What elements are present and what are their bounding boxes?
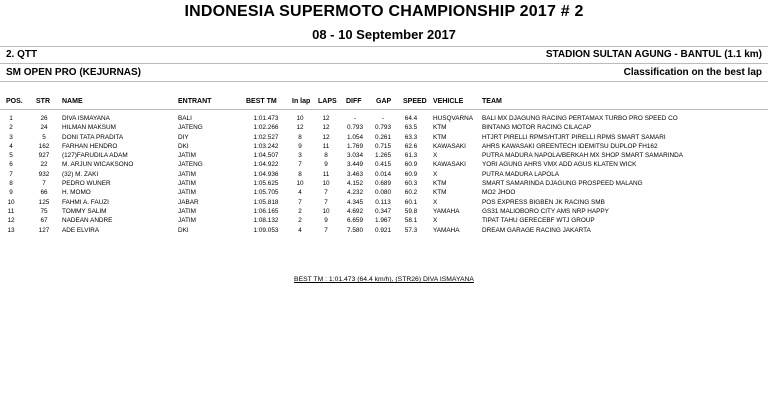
row-entrant: DKI xyxy=(178,226,189,234)
row-gap: 0.347 xyxy=(375,207,391,215)
col-entrant: ENTRANT xyxy=(178,98,212,105)
row-diff: - xyxy=(353,115,357,122)
class-label: SM OPEN PRO (KEJURNAS) xyxy=(6,67,142,78)
row-team: HTJRT PIRELLI RPMS/HTJRT PIRELLI RPMS SMART SAMARI xyxy=(482,133,666,141)
row-best-tm: 1:08.132 xyxy=(253,217,279,225)
row-str: 7 xyxy=(42,180,46,188)
row-pos: 4 xyxy=(9,142,13,150)
row-speed: 59.8 xyxy=(404,207,418,215)
event-dates: 08 - 10 September 2017 xyxy=(312,27,456,42)
row-entrant: JATIM xyxy=(178,217,196,225)
row-str: 125 xyxy=(38,198,50,206)
row-str: 932 xyxy=(38,170,50,178)
row-name: NADEAN ANDRE xyxy=(62,217,113,225)
row-str: 67 xyxy=(40,217,48,225)
row-pos: 2 xyxy=(9,124,13,132)
row-name: (127)FARUDILA ADAM xyxy=(62,152,128,160)
row-vehicle: KAWASAKI xyxy=(433,161,466,169)
row-in-lap: 2 xyxy=(298,217,302,225)
row-entrant: JABAR xyxy=(178,198,199,206)
row-vehicle: HUSQVARNA xyxy=(433,115,474,122)
venue-label: STADION SULTAN AGUNG - BANTUL (1.1 km) xyxy=(545,49,762,60)
row-diff: 6.659 xyxy=(347,217,363,225)
row-str: 162 xyxy=(38,142,50,150)
table-row xyxy=(0,179,768,188)
row-speed: 60.1 xyxy=(404,198,418,206)
row-diff: 4.692 xyxy=(347,207,363,215)
row-team: AHRS KAWASAKI GREENTECH IDEMITSU DUPLOP FH162 xyxy=(482,142,658,150)
row-best-tm: 1:06.165 xyxy=(253,207,279,215)
row-name: TOMMY SALIM xyxy=(62,207,107,215)
row-speed: 64.4 xyxy=(404,115,418,122)
row-diff: 4.345 xyxy=(347,198,363,206)
table-row xyxy=(0,170,768,179)
row-team: SMART SAMARINDA DJAGUNG PROSPEED MALANG xyxy=(482,180,643,188)
row-diff: 3.449 xyxy=(347,161,363,169)
row-best-tm: 1:02.527 xyxy=(253,133,279,141)
col-team: TEAM xyxy=(482,98,502,105)
row-pos: 12 xyxy=(7,217,15,225)
row-vehicle: KTM xyxy=(433,133,447,141)
row-team: PUTRA MADURA LAPOLA xyxy=(482,170,560,178)
row-diff: 4.232 xyxy=(347,189,363,197)
row-str: 22 xyxy=(40,161,48,169)
row-speed: 60.9 xyxy=(404,170,418,178)
row-entrant: BALI xyxy=(178,115,192,122)
row-laps: 10 xyxy=(322,180,330,188)
row-entrant: JATENG xyxy=(178,124,203,132)
session-label: 2. QTT xyxy=(6,49,38,60)
results-table xyxy=(0,114,768,235)
row-gap: 0.921 xyxy=(375,226,391,234)
row-in-lap: 8 xyxy=(298,170,302,178)
row-best-tm: 1:05.705 xyxy=(253,189,279,197)
col-vehicle: VEHICLE xyxy=(433,98,464,105)
row-laps: 12 xyxy=(322,133,330,141)
best-lap-summary: BEST TM : 1:01.473 (64.4 km/h), (STR26) DIVA ISMAYANA xyxy=(294,276,474,283)
row-laps: 12 xyxy=(322,115,330,122)
row-pos: 7 xyxy=(9,170,13,178)
row-gap: 0.793 xyxy=(375,124,391,132)
row-name: PEDRO WUNER xyxy=(62,180,111,188)
row-pos: 11 xyxy=(7,207,15,215)
row-in-lap: 3 xyxy=(298,152,302,160)
row-vehicle: X xyxy=(433,152,438,160)
row-vehicle: X xyxy=(433,217,438,225)
row-diff: 3.463 xyxy=(347,170,363,178)
row-name: FARHAN HENDRO xyxy=(62,142,118,150)
row-best-tm: 1:05.818 xyxy=(253,198,279,206)
row-speed: 63.5 xyxy=(404,124,418,132)
table-row xyxy=(0,198,768,207)
row-gap: 0.715 xyxy=(375,142,391,150)
row-team: BALI MX DJAGUNG RACING PERTAMAX TURBO PRO SPEED CO xyxy=(482,115,678,122)
row-in-lap: 7 xyxy=(298,198,302,206)
row-laps: 9 xyxy=(324,217,328,225)
row-vehicle: KTM xyxy=(433,189,447,197)
row-gap: 1.967 xyxy=(375,217,391,225)
row-vehicle: YAMAHA xyxy=(433,226,460,234)
row-vehicle: KAWASAKI xyxy=(433,142,466,150)
row-laps: 11 xyxy=(322,170,330,178)
row-vehicle: KTM xyxy=(433,180,447,188)
col-pos: POS. xyxy=(6,98,23,105)
row-gap: 0.689 xyxy=(375,180,391,188)
divider xyxy=(0,63,768,64)
row-gap: 0.261 xyxy=(375,133,391,141)
row-speed: 60.9 xyxy=(404,161,418,169)
row-in-lap: 8 xyxy=(298,133,302,141)
row-vehicle: KTM xyxy=(433,124,447,132)
row-laps: 7 xyxy=(324,189,328,197)
row-speed: 58.1 xyxy=(404,217,418,225)
row-diff: 0.793 xyxy=(347,124,363,132)
row-in-lap: 9 xyxy=(298,142,302,150)
row-team: YORI AGUNG AHRS VMX ADD AGUS KLATEN WICK xyxy=(482,161,637,169)
row-in-lap: 12 xyxy=(296,124,304,132)
row-diff: 7.580 xyxy=(347,226,363,234)
row-team: DREAM GARAGE RACING JAKARTA xyxy=(482,226,591,234)
row-in-lap: 4 xyxy=(298,226,302,234)
table-row xyxy=(0,160,768,169)
col-diff: DIFF xyxy=(346,98,362,105)
row-best-tm: 1:01.473 xyxy=(253,115,279,122)
col-best-tm: BEST TM xyxy=(246,98,277,105)
row-entrant: JATIM xyxy=(178,189,196,197)
row-team: POS EXPRESS BIGBEN JK RACING SMB xyxy=(482,198,605,206)
row-pos: 1 xyxy=(9,115,13,122)
row-str: 927 xyxy=(38,152,50,160)
row-vehicle: X xyxy=(433,170,438,178)
table-row xyxy=(0,133,768,142)
row-team: PUTRA MADURA NAPOLA/BERKAH MX SHOP SMART SAMARINDA xyxy=(482,152,683,160)
row-gap: 0.080 xyxy=(375,189,391,197)
document-title: INDONESIA SUPERMOTO CHAMPIONSHIP 2017 # 2 xyxy=(184,3,584,20)
row-laps: 9 xyxy=(324,161,328,169)
row-vehicle: YAMAHA xyxy=(433,207,460,215)
row-name: FAHMI A. FAUZI xyxy=(62,198,109,206)
row-pos: 6 xyxy=(9,161,13,169)
row-entrant: JATIM xyxy=(178,180,196,188)
row-name: H. MOMO xyxy=(62,189,91,197)
row-best-tm: 1:04.936 xyxy=(253,170,279,178)
row-pos: 5 xyxy=(9,152,13,160)
col-str: STR xyxy=(36,98,50,105)
row-laps: 10 xyxy=(322,207,330,215)
row-best-tm: 1:05.625 xyxy=(253,180,279,188)
row-best-tm: 1:04.922 xyxy=(253,161,279,169)
row-laps: 8 xyxy=(324,152,328,160)
row-in-lap: 2 xyxy=(298,207,302,215)
col-speed: SPEED xyxy=(403,98,427,105)
table-row xyxy=(0,226,768,235)
table-row xyxy=(0,207,768,216)
row-in-lap: 7 xyxy=(298,161,302,169)
row-gap: 1.265 xyxy=(375,152,391,160)
row-name: HILMAN MAKSUM xyxy=(62,124,116,132)
row-diff: 4.152 xyxy=(347,180,363,188)
row-entrant: DIY xyxy=(178,133,189,141)
row-gap: - xyxy=(381,115,385,122)
row-entrant: DKI xyxy=(178,142,189,150)
row-laps: 11 xyxy=(322,142,330,150)
row-in-lap: 4 xyxy=(298,189,302,197)
row-gap: 0.113 xyxy=(375,198,391,206)
row-pos: 8 xyxy=(9,180,13,188)
table-row xyxy=(0,216,768,225)
row-best-tm: 1:09.053 xyxy=(253,226,279,234)
row-entrant: JATIM xyxy=(178,207,196,215)
row-laps: 12 xyxy=(322,124,330,132)
row-gap: 0.415 xyxy=(375,161,391,169)
row-in-lap: 10 xyxy=(296,180,304,188)
row-str: 26 xyxy=(40,115,48,122)
row-speed: 63.3 xyxy=(404,133,418,141)
row-pos: 9 xyxy=(9,189,13,197)
row-str: 5 xyxy=(42,133,46,141)
row-str: 24 xyxy=(40,124,48,132)
divider xyxy=(0,81,768,82)
row-str: 75 xyxy=(40,207,48,215)
table-row xyxy=(0,151,768,160)
row-speed: 57.3 xyxy=(404,226,418,234)
col-laps: LAPS xyxy=(318,98,337,105)
col-name: NAME xyxy=(62,98,83,105)
col-gap: GAP xyxy=(376,98,392,105)
row-pos: 3 xyxy=(9,133,13,141)
row-team: TIPAT TAHU GERECEBF WTJ GROUP xyxy=(482,217,595,225)
row-speed: 62.6 xyxy=(404,142,418,150)
row-entrant: JATIM xyxy=(178,170,196,178)
row-pos: 13 xyxy=(7,226,15,234)
row-str: 127 xyxy=(38,226,50,234)
row-str: 66 xyxy=(40,189,48,197)
classification-label: Classification on the best lap xyxy=(623,67,762,78)
row-vehicle: X xyxy=(433,198,438,206)
row-gap: 0.014 xyxy=(375,170,391,178)
row-speed: 60.2 xyxy=(404,189,418,197)
row-best-tm: 1:02.266 xyxy=(253,124,279,132)
table-row xyxy=(0,188,768,197)
row-diff: 1.769 xyxy=(347,142,363,150)
row-best-tm: 1:04.507 xyxy=(253,152,279,160)
row-name: DONI TATA PRADITA xyxy=(62,133,124,141)
table-row xyxy=(0,114,768,123)
row-name: DIVA ISMAYANA xyxy=(62,115,110,122)
row-name: ADE ELVIRA xyxy=(62,226,100,234)
divider xyxy=(0,46,768,47)
row-speed: 60.3 xyxy=(404,180,418,188)
row-laps: 7 xyxy=(324,198,328,206)
row-speed: 61.3 xyxy=(404,152,418,160)
row-pos: 10 xyxy=(7,198,15,206)
table-row xyxy=(0,142,768,151)
row-diff: 1.054 xyxy=(347,133,363,141)
row-diff: 3.034 xyxy=(347,152,363,160)
row-team: MO2 JHOO xyxy=(482,189,516,197)
col-in-lap: In lap xyxy=(292,98,311,105)
row-name: M. ARJUN WICAKSONO xyxy=(62,161,134,169)
row-entrant: JATIM xyxy=(178,152,196,160)
row-name: (32) M. ZAKI xyxy=(62,170,99,178)
row-in-lap: 10 xyxy=(296,115,304,122)
row-laps: 7 xyxy=(324,226,328,234)
row-team: GS31 MALIOBORO CITY AMS NRP HAPPY xyxy=(482,207,609,215)
row-team: BINTANG MOTOR RACING CILACAP xyxy=(482,124,592,132)
table-row xyxy=(0,123,768,132)
divider xyxy=(0,109,768,110)
row-best-tm: 1:03.242 xyxy=(253,142,279,150)
row-entrant: JATENG xyxy=(178,161,203,169)
